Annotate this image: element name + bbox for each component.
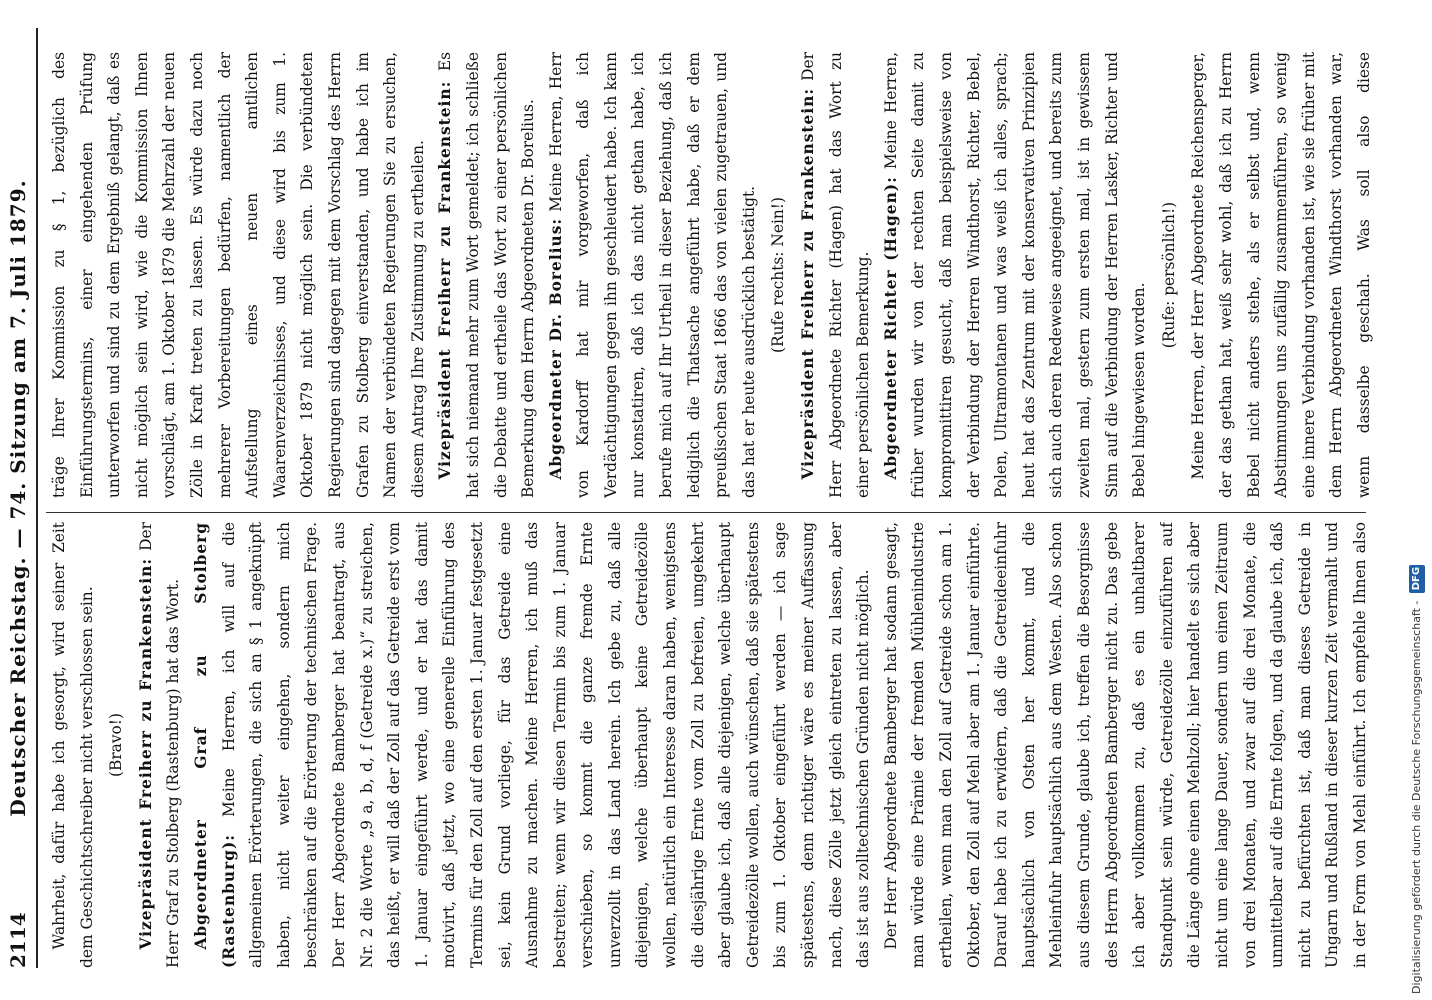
footer-credit [1404,6,1430,994]
paragraph-text: Meine Herren, Herr von Kardorff hat mir vorgeworfen, daß ich Verdächtigungen gegen ihn geschleudert habe. Ich kann nur konstatiren, daß ich das nicht gethan habe, ich berufe mich auf Ihr Urtheil in dieser Beziehung, daß ich lediglich die Thatsache angeführt habe, daß er dem preußischen Staat 1866 das von vielen zugetrauen, und das hat er heute ausdrücklich bestätigt. [546,52,758,498]
page-number: 2114 [6,912,30,968]
right-text-column [46,52,1376,498]
paragraph-text: Meine Herren, ich will auf die allgemeinen Erörterungen, die sich an § 1 angeknüpft haben, nicht weiter eingehen, sondern mich beschränken auf die Erörterung der technischen Frage. Der Herr Abgeordnete Bamberger hat beantragt, aus Nr. 2 die Worte „9 a, b, d, f (Getreide x.)“ zu streichen, das heißt, er will daß der Zoll auf das Getreide erst vom 1. Januar eingeführt werde, und er hat das damit motivirt, daß jetzt, wo eine generelle Einführung des Termins für den Zoll auf den ersten 1. Januar festgesetzt sei, kein Grund vorliege, für das Getreide eine Ausnahme zu machen. Meine Herren, ich muß das bestreiten; wenn wir diesen Termin bis zum 1. Januar verschieben, so kommt die ganze fremde Ernte unverzollt in das Land herein. Ich gebe zu, daß alle diejenigen, welche überhaupt keine Getreidezölle wollen, natürlich ein Interesse daran haben, wenigstens die diesjährige Ernte vom Zoll zu befreien, umgekehrt aber glaube ich, daß alle diejenigen, welche überhaupt Getreidezölle wollen, auch wünschen, daß sie spätestens bis zum 1. Oktober eingeführt werden — ich sage spätestens, denn richtiger wäre es meiner Auffassung nach, diese Zölle jetzt gleich eintreten zu lassen, aber das ist aus zolltechnischen Gründen nicht möglich. [219,522,873,968]
paragraph-text: Der Herr Abgeordnete Bamberger hat sodann gesagt, man würde eine Prämie der fremden Mühlenindustrie ertheilen, wenn man den Zoll auf Getreide schon am 1. Oktober, den Zoll auf Mehl aber am 1. Januar einführte. Darauf habe ich zu erwidern, daß die Getreideeinfuhr hauptsächlich von Osten her kommt, und die Mehleinfuhr hauptsächlich aus dem Westen. Also schon aus diesem Grunde, glaube ich, treffen die Besorgnisse des Herrn Abgeordneten Bamberger nicht zu. Das gebe ich aber vollkommen zu, daß es ein unhaltbarer Standpunkt sein würde, Getreidezölle einzuführen auf die Länge ohne einen Mehlzoll; hier handelt es sich aber nicht um eine lange Dauer, sondern um einen Zeitraum von drei Monaten, und zwar auf die drei Monate, die unmittelbar auf die Ernte folgen, und da glaube ich, daß nicht zu befürchten ist, daß man dieses Getreide in Ungarn und Rußland in dieser kurzen Zeit vermahlt und in der Form von Mehl einführt. Ich empfehle Ihnen also [881,522,1369,968]
speech-paragraph [878,522,1376,968]
paragraph-text: träge Ihrer Kommission zu § 1, bezüglich des Einführungstermins, einer eingehenden Prüfung unterworfen und sind zu dem Ergebniß gelangt, daß es nicht möglich sein wird, wie die Kommission Ihnen vorschlägt, am 1. Oktober 1879 die Mehrzahl der neuen Zölle in Kraft treten zu lassen. Es würde dazu noch mehrerer Vorbereitungen bedürfen, namentlich der Aufstellung eines neuen amtlichen Waarenverzeichnisses, und diese wird bis zum 1. Oktober 1879 nicht möglich sein. Die verbündeten Regierungen sind dagegen mit dem Vorschlag des Herrn Grafen zu Stolberg einverstanden, und habe ich im Namen der verbündeten Regierungen Sie zu ersuchen, diesem Antrag Ihre Zustimmung zu ertheilen. [50,52,427,498]
rotated-document-sheet [0,18,1390,978]
speaker-name: Abgeordneter Dr. Borelius: [546,217,565,480]
speaker-name: Vizepräsident Freiherr zu Frankenstein: [436,80,455,480]
speech-paragraph [133,522,188,968]
stage-direction-text: (Bravo!) [107,713,126,777]
speech-paragraph [543,52,764,498]
paragraph-text: Meine Herren, früher wurden wir von der rechten Seite damit zu kompromittiren gesucht, daß man beispielsweise von der Verbindung der Herren Windthorst, Richter, Bebel, Polen, Ultramontanen und was weiß ich alles, sprach; heut hat das Zentrum mit der konservativen Prinzipien sich auch deren Redeweise angeeignet, und bereits zum zweiten mal, gestern zum ersten mal, ist in gewissem Sinn auf die Verbindung der Herren Lasker, Richter und Bebel hingewiesen worden. [881,52,1149,498]
page-title: Deutscher Reichstag. — 74. Sitzung am 7. Juli 1879. [6,179,30,817]
speech-paragraph [1185,52,1376,498]
paragraph-text: Es hat sich niemand mehr zum Wort gemeldet; ich schließe die Debatte und ertheile das Wort zu einer persönlichen Bemerkung dem Herrn Abgeordneten Dr. Borelius. [436,52,538,498]
paragraph-text: Der Herr Graf zu Stolberg (Rastenburg) hat das Wort. [136,522,183,968]
column-divider [46,512,1366,513]
dfg-logo: DFG [1409,565,1425,593]
speaker-name: Abgeordneter Richter (Hagen): [881,176,900,480]
paragraph-text: Meine Herren, der Herr Abgeordnete Reichensperger, der das gethan hat, weiß sehr wohl, daß ich zu Herrn Bebel nicht anders stehe, als er selbst und, wenn Abstimmungen uns zufällig zusammenführen, so wenig eine innere Verbindung vorhanden ist, wie sie früher mit dem Herrn Abgeordneten Windthorst vorhanden war, wenn dasselbe geschah. Was soll also diese [1189,52,1373,498]
paragraph-text: Wahrheit, dafür habe ich gesorgt, wird seiner Zeit dem Geschichtschreiber nicht verschlossen sein. [50,522,96,968]
footer-credit-line [1404,6,1430,994]
speech-paragraph [188,522,878,968]
speaker-name: Vizepräsident Freiherr zu Frankenstein: [799,87,818,480]
speaker-name: Vizepräsident Freiherr zu Frankenstein: [136,557,155,950]
stage-direction [103,522,131,968]
stage-direction [1156,52,1184,498]
footer-credit-text: Digitalisierung gefördert durch die Deutsche Forschungsgemeinschaft - [1410,600,1423,994]
speech-paragraph [432,52,542,498]
stage-direction-text: (Rufe: persönlich!) [1159,201,1178,349]
paragraph-text: Der Herr Abgeordnete Richter (Hagen) hat das Wort zu einer persönlichen Bemerkung. [799,52,873,498]
left-text-column [46,522,1376,968]
stage-direction-text: (Rufe rechts: Nein!) [769,197,788,353]
page-header [0,28,38,968]
speech-paragraph [878,52,1154,498]
speaker-name: Abgeordneter Graf zu Stolberg (Rastenburg): [191,522,238,968]
stage-direction [765,52,793,498]
speech-paragraph [795,52,878,498]
speech-paragraph [46,522,101,968]
speech-paragraph [46,52,432,498]
